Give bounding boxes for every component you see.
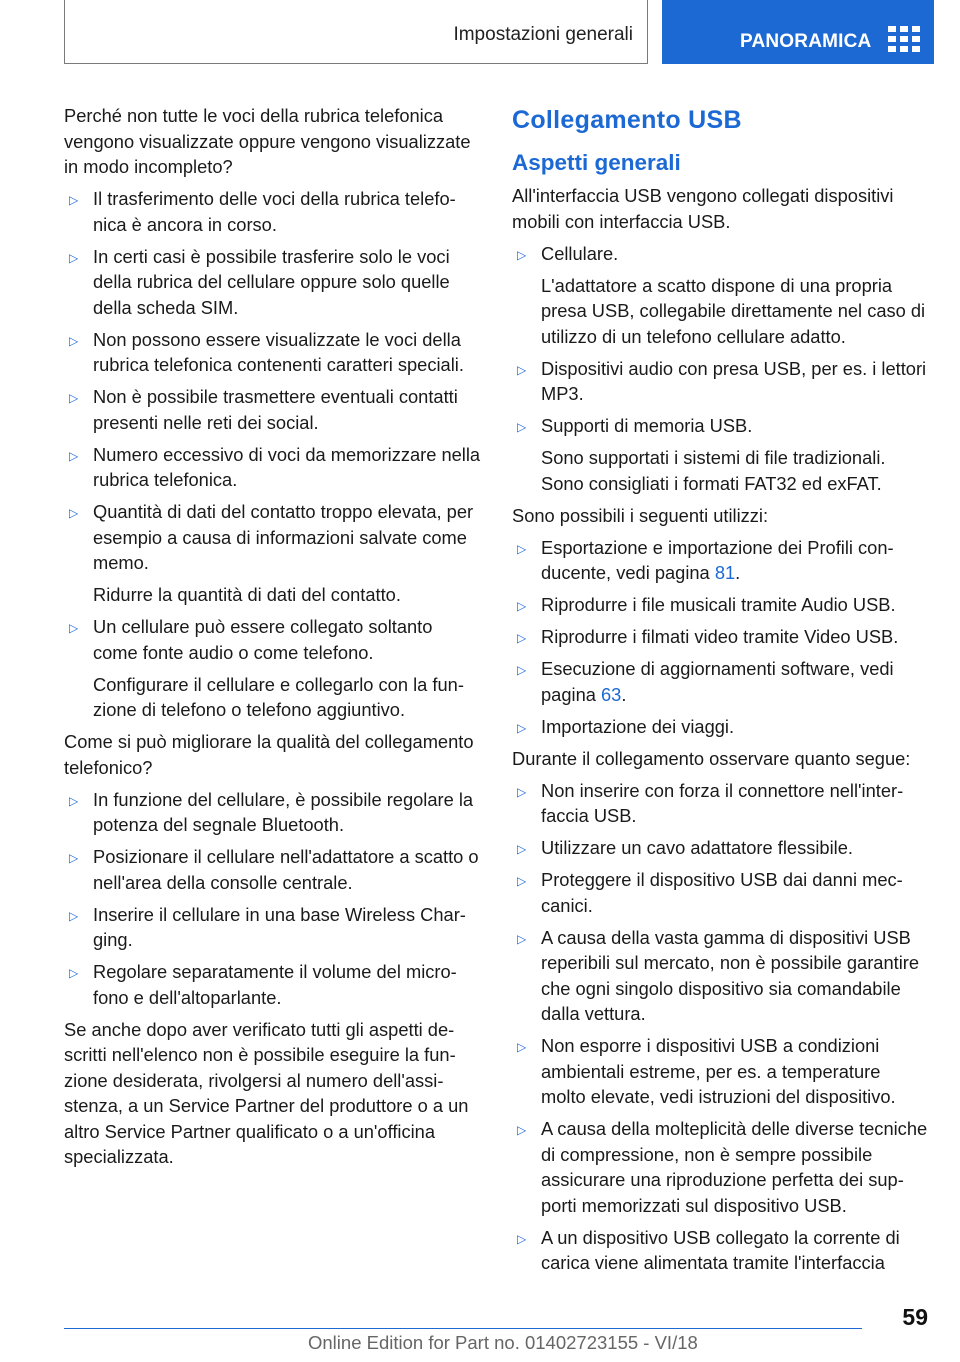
list-item: ▷ In funzione del cellulare, è possibile regolare la potenza del segnale Bluetooth. [69,788,474,835]
notes-intro: Durante il collegamento osservare quanto segue: [512,747,911,769]
page-link-63[interactable]: 63 [600,683,622,705]
list-item: ▷ Posizionare il cellulare nell'adattatore a scatto o nell'area della consolle centrale. [69,846,479,893]
triangle-bullet-icon: ▷ [517,784,527,799]
usb-intro: All'interfaccia USB vengono collegati dispositivi mobili con interfaccia USB. [512,185,894,232]
list-item: ▷ A causa della molteplicità delle diverse tecniche di compressione, non è sempre possibile assicurare una riproduzione perfetta dei supporti memorizzati sul dispositivo USB. [517,1118,928,1216]
closing-paragraph: Se anche dopo aver verificato tutti gli aspetti descritti nell'elenco non è possibile eseguire la funzione desiderata, rivolgersi al numero dell'assistenza, a un Service Partner del produttore o a un altro Service Partner qualificato o a un'officina specializzata. [64,1018,469,1167]
list-item: ▷ Supporti di memoria USB. Sono supportati i sistemi di file tradizionali. Sono consigliati i formati FAT32 ed exFAT. [512,413,928,496]
left-column [64,103,482,1176]
overview-label: PANORAMICA [740,31,872,52]
triangle-bullet-icon: ▷ [517,663,527,677]
triangle-bullet-icon: ▷ [69,250,79,265]
page-number: 59 [902,1304,928,1330]
triangle-bullet-icon: ▷ [69,966,79,980]
usb-uses-list [512,535,928,740]
triangle-bullet-icon: ▷ [517,631,527,645]
triangle-bullet-icon: ▷ [69,908,79,923]
triangle-bullet-icon: ▷ [517,599,527,613]
triangle-bullet-icon: ▷ [69,851,79,865]
section-title: Impostazioni generali [453,24,633,45]
list-item: ▷ Numero eccessivo di voci da memorizzare nella rubrica telefonica. [69,443,481,490]
triangle-bullet-icon: ▷ [517,1123,527,1137]
right-column [512,103,928,1282]
triangle-bullet-icon: ▷ [517,720,527,735]
triangle-bullet-icon: ▷ [69,621,79,635]
list-item: ▷ A un dispositivo USB collegato la corrente di carica viene alimentata tramite l'interfaccia [517,1226,900,1273]
triangle-bullet-icon: ▷ [69,448,79,463]
list-item: ▷ Riprodurre i file musicali tramite Audio USB. [512,592,928,618]
footer-divider [64,1328,862,1329]
list-item: ▷ In certi casi è possibile trasferire solo le voci della rubrica del cellulare oppure solo quelle della scheda SIM. [69,245,450,318]
triangle-bullet-icon: ▷ [517,1231,527,1246]
list-item: ▷ Non esporre i dispositivi USB a condizioni ambientali estreme, per es. a temperature molto elevate, vedi istruzioni del dispositivo. [517,1035,896,1107]
list-item: ▷ Esecuzione di aggiornamenti software, vedi pagina 63. [517,658,894,705]
list-item: ▷ Dispositivi audio con presa USB, per es. i lettori MP3. [517,357,927,404]
triangle-bullet-icon: ▷ [517,420,527,434]
list-item: ▷ Non possono essere visualizzate le voci della rubrica telefonica contenenti caratteri speciali. [69,328,464,375]
list-item: ▷ Esportazione e importazione dei Profili conducente, vedi pagina 81. [517,536,894,583]
list-item: ▷ Proteggere il dispositivo USB dai danni meccanici. [517,869,903,916]
list-item: ▷ Inserire il cellulare in una base Wireless Charging. [69,903,466,950]
phonebook-causes-list [64,186,482,723]
triangle-bullet-icon: ▷ [69,391,79,405]
list-item: ▷ Il trasferimento delle voci della rubrica telefonica è ancora in corso. [69,188,456,235]
triangle-bullet-icon: ▷ [69,506,79,520]
list-item: ▷ Cellulare. L'adattatore a scatto dispone di una propria presa USB, collegabile direttamente nel caso di utilizzo di un telefono cellulare adatto. [512,241,928,350]
triangle-bullet-icon: ▷ [517,541,527,556]
usb-notes-list [512,778,928,1276]
call-quality-list [64,787,482,1011]
list-item: ▷ Utilizzare un cavo adattatore flessibile. [512,835,928,861]
triangle-bullet-icon: ▷ [517,247,527,262]
triangle-bullet-icon: ▷ [69,193,79,207]
list-item: ▷ Importazione dei viaggi. [512,714,928,740]
list-item: ▷ A causa della vasta gamma di dispositivi USB reperibili sul mercato, non è possibile garantire che ogni singolo dispositivo sia comandabile dalla vettura. [517,926,920,1024]
triangle-bullet-icon: ▷ [69,333,79,348]
footer-edition: Online Edition for Part no. 01402723155 - VI/18 [308,1332,698,1353]
triangle-bullet-icon: ▷ [517,874,527,888]
list-item: ▷ Un cellulare può essere collegato soltanto come fonte audio o come telefono. Configurare il cellulare e collegarlo con la funzione di telefono o telefono aggiuntivo. [64,614,482,723]
usb-devices-list [512,241,928,497]
triangle-bullet-icon: ▷ [517,931,527,946]
list-item: ▷ Quantità di dati del contatto troppo elevata, per esempio a causa di informazioni salvate come memo. Ridurre la quantità di dati del contatto. [64,499,482,608]
triangle-bullet-icon: ▷ [517,1040,527,1054]
list-item-detail: Sono supportati i sistemi di file tradizionali. Sono consigliati i formati FAT32 ed exFAT. [541,447,886,494]
triangle-bullet-icon: ▷ [517,842,527,856]
uses-intro: Sono possibili i seguenti utilizzi: [512,504,769,526]
list-item-detail: L'adattatore a scatto dispone di una propria presa USB, collegabile direttamente nel caso di utilizzo di un telefono cellulare adatto. [541,274,926,347]
list-item-remedy: Ridurre la quantità di dati del contatto. [93,584,401,605]
question-phonebook: Perché non tutte le voci della rubrica telefonica vengono visualizzate oppure vengono visualizzate in modo incompleto? [64,105,471,177]
grid-icon [888,26,920,52]
list-item: ▷ Non è possibile trasmettere eventuali contatti presenti nelle reti dei social. [69,386,458,433]
subheading-general: Aspetti generali [512,150,681,175]
triangle-bullet-icon: ▷ [69,793,79,808]
list-item-remedy: Configurare il cellulare e collegarlo con la funzione di telefono o telefono aggiuntivo. [93,673,464,720]
header-section-box [64,0,648,64]
overview-tab[interactable] [662,0,934,64]
section-heading-usb: Collegamento USB [512,106,742,134]
question-call-quality: Come si può migliorare la qualità del collegamento telefonico? [64,731,474,778]
page-link-81[interactable]: 81 [714,562,736,583]
list-item: ▷ Riprodurre i filmati video tramite Video USB. [512,624,928,650]
list-item: ▷ Non inserire con forza il connettore nell'interfaccia USB. [517,779,904,826]
triangle-bullet-icon: ▷ [517,362,527,377]
list-item: ▷ Regolare separatamente il volume del microfono e dell'altoparlante. [69,961,457,1008]
